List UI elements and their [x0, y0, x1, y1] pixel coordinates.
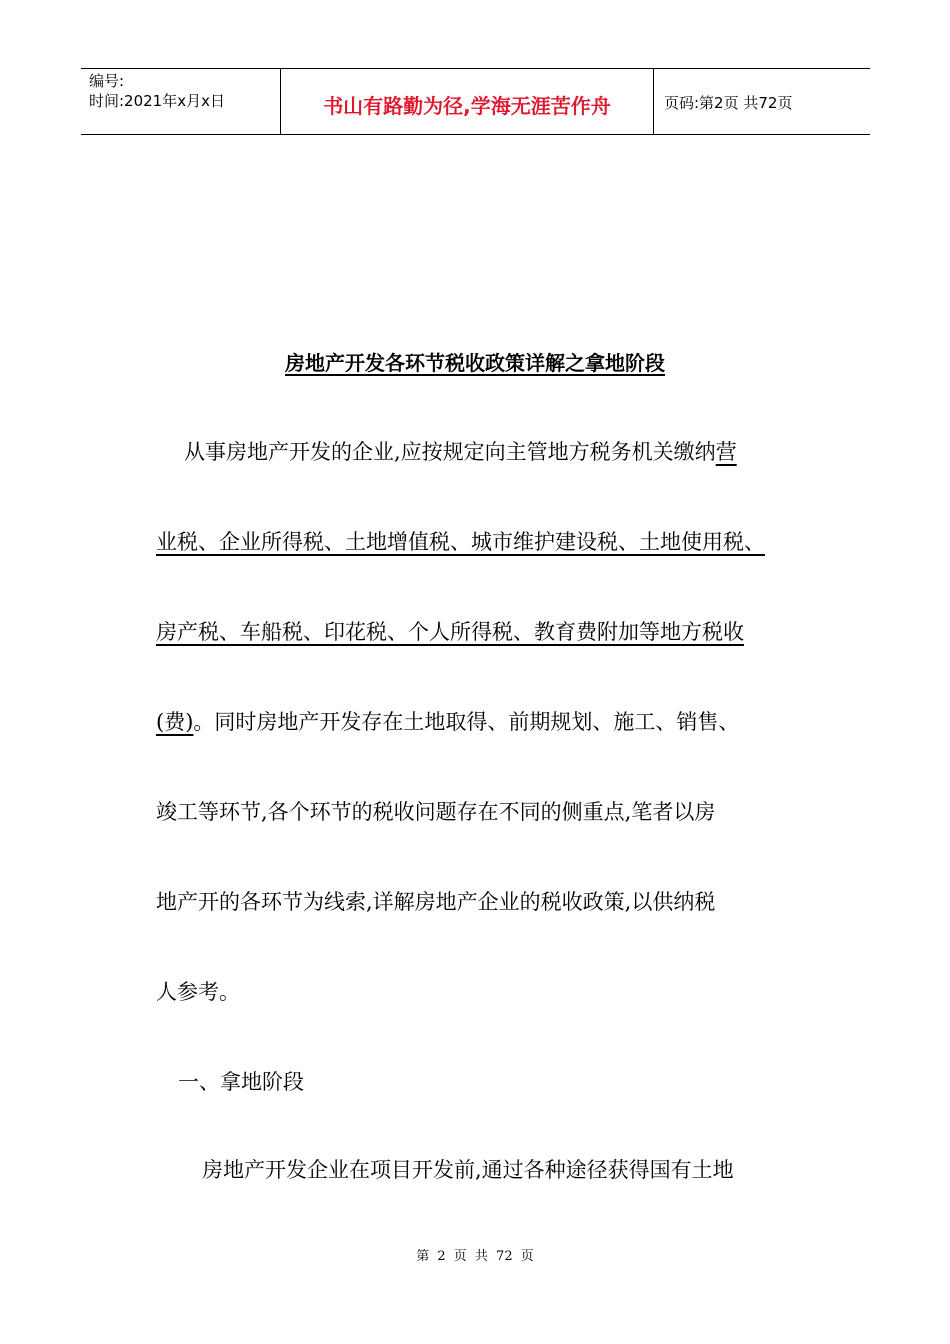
section-1-heading: 一、拿地阶段 [178, 1070, 304, 1094]
paragraph-1-line-3: 房产税、车船税、印花税、个人所得税、教育费附加等地方税收 [156, 620, 744, 644]
header-page-info: 页码:第2页 共72页 [664, 94, 793, 112]
paragraph-1-line-5: 竣工等环节,各个环节的税收问题存在不同的侧重点,笔者以房 [156, 800, 716, 824]
paragraph-2-line-1: 房地产开发企业在项目开发前,通过各种途径获得国有土地 [202, 1158, 734, 1182]
document-number-label: 编号: [89, 72, 125, 90]
paragraph-1-line-1: 从事房地产开发的企业,应按规定向主管地方税务机关缴纳营 [184, 440, 737, 464]
paragraph-1-line-6: 地产开的各环节为线索,详解房地产企业的税收政策,以供纳税 [156, 890, 716, 914]
article-title: 房地产开发各环节税收政策详解之拿地阶段 [285, 351, 665, 375]
paragraph-1-line-7: 人参考。 [156, 980, 240, 1004]
paragraph-1-line-4: (费)。同时房地产开发存在土地取得、前期规划、施工、销售、 [156, 710, 740, 734]
page-footer: 第 2 页 共 72 页 [416, 1249, 534, 1264]
article-body [156, 0, 836, 1200]
paragraph-1-line-2: 业税、企业所得税、土地增值税、城市维护建设税、土地使用税、 [156, 530, 765, 554]
document-time-label: 时间:2021年x月x日 [89, 92, 225, 110]
header-motto: 书山有路勤为径,学海无涯苦作舟 [281, 69, 654, 134]
